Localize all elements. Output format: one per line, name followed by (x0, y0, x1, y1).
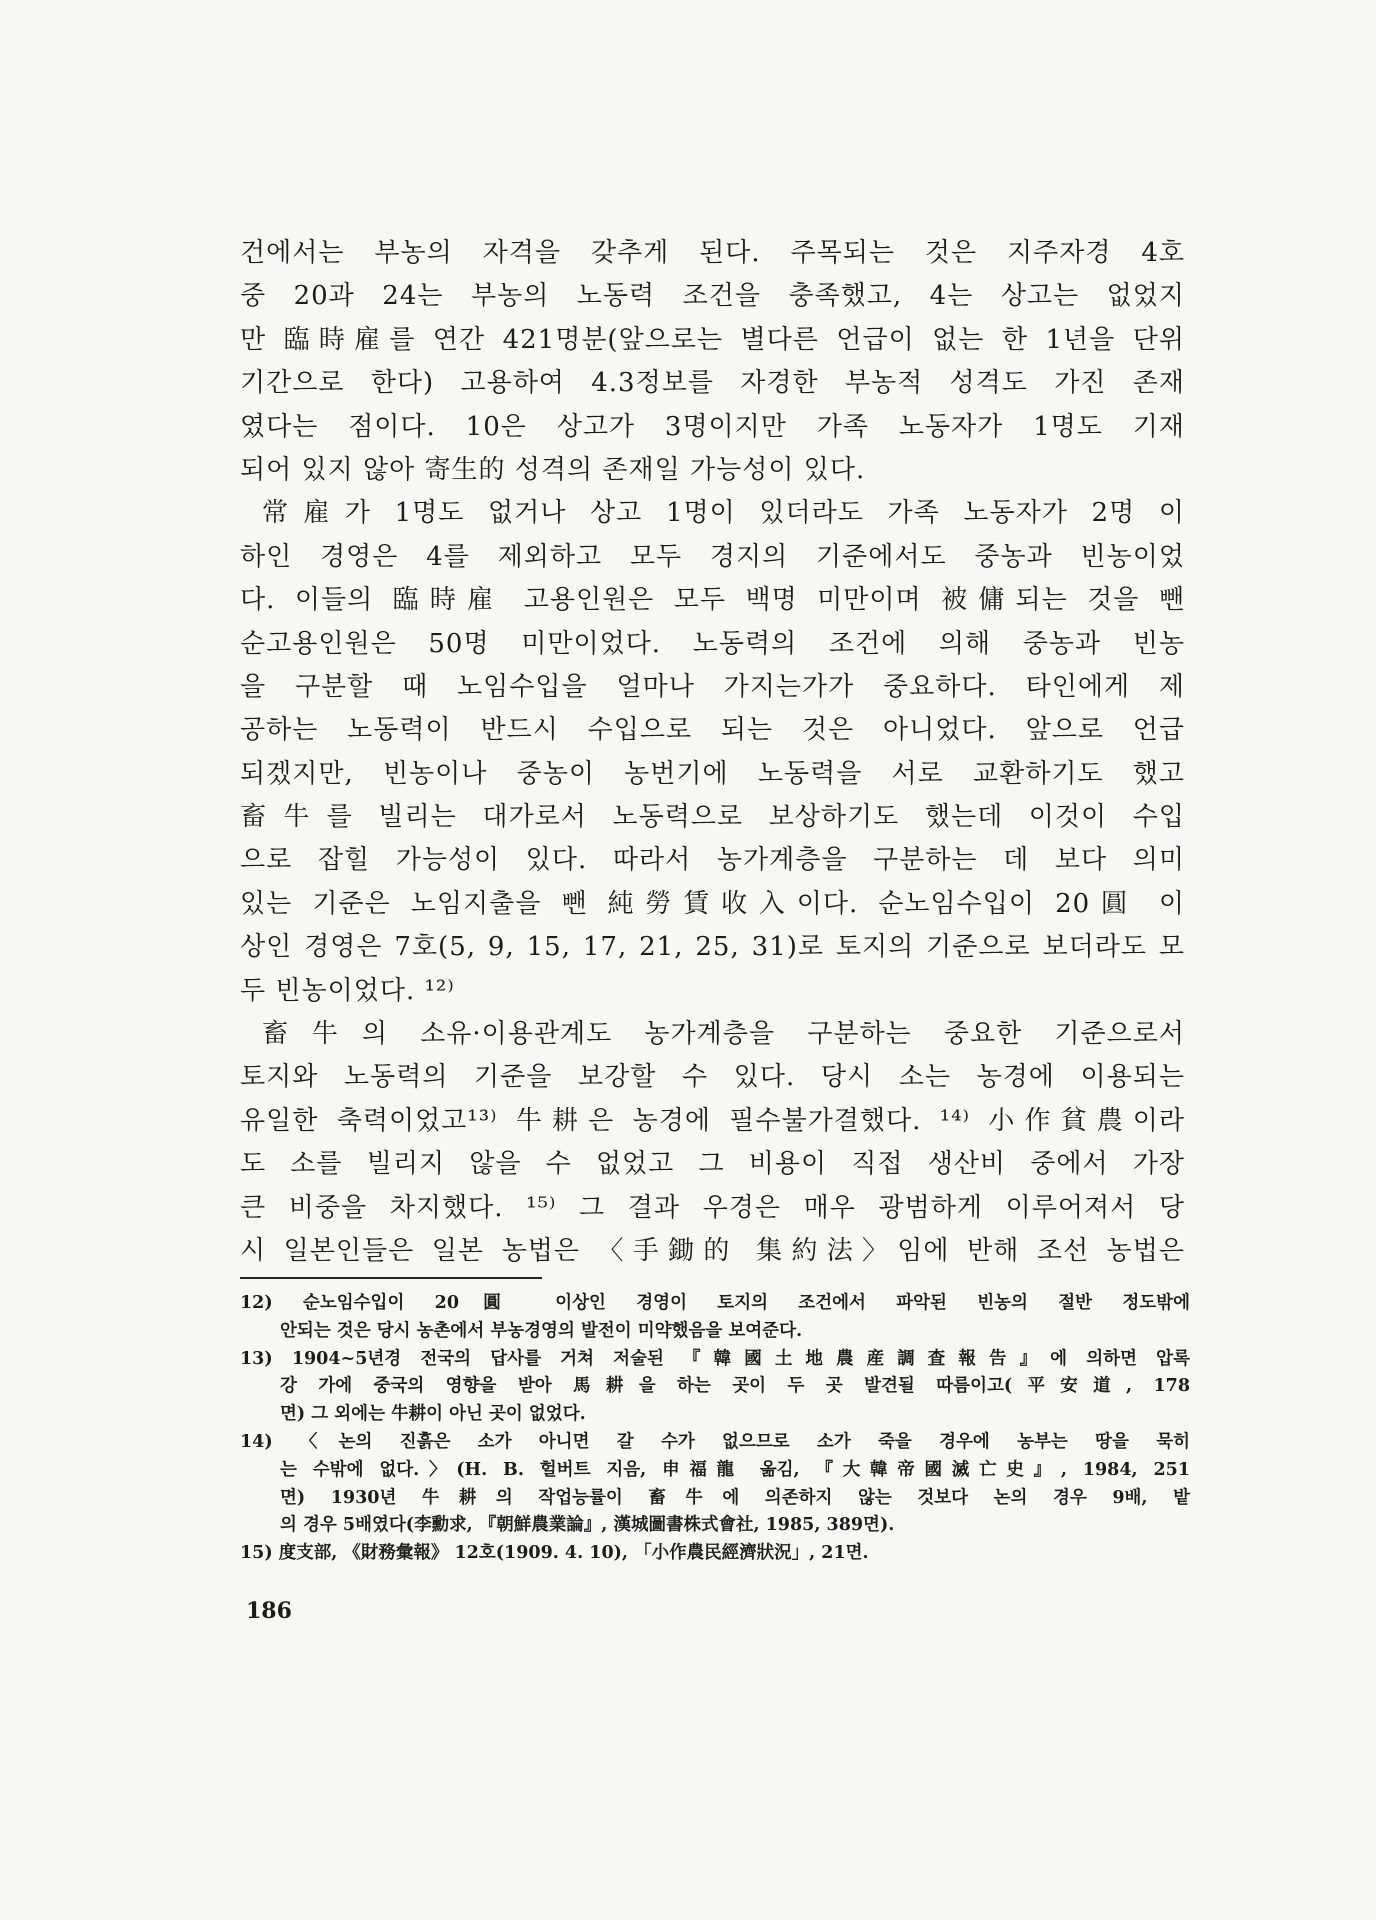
body-line: 기간으로 한다) 고용하여 4.3정보를 자경한 부농적 성격도 가진 존재 (240, 368, 1185, 399)
body-line: 큰 비중을 차지했다. ¹⁵⁾ 그 결과 우경은 매우 광범하게 이루어져서 당 (240, 1192, 1185, 1223)
footnote-divider (240, 1277, 542, 1279)
footnote-line: 12) 순노임수입이 20圓 이상인 경영이 토지의 조건에서 파악된 빈농의 절반 정도밖에 (240, 1293, 1190, 1313)
body-line: 시 일본인들은 일본 농법은 〈手鋤的 集約法〉임에 반해 조선 농법은 (240, 1235, 1185, 1266)
body-line: 도 소를 빌리지 않을 수 없었고 그 비용이 직접 생산비 중에서 가장 (240, 1149, 1185, 1180)
body-line: 유일한 축력이었고¹³⁾ 牛耕은 농경에 필수불가결했다. ¹⁴⁾ 小作貧農이라 (240, 1105, 1185, 1136)
body-line: 으로 잡힐 가능성이 있다. 따라서 농가계층을 구분하는 데 보다 의미 (240, 845, 1185, 876)
body-line: 두 빈농이었다. ¹²⁾ (240, 975, 455, 1006)
body-line: 만 臨時雇를 연간 421명분(앞으로는 별다른 언급이 없는 한 1년을 단위 (240, 324, 1185, 355)
footnote-line: 15) 度支部, 《財務彙報》 12호(1909. 4. 10), 「小作農民經濟狀況」, 21면. (240, 1543, 869, 1564)
body-line: 토지와 노동력의 기준을 보강할 수 있다. 당시 소는 농경에 이용되는 (240, 1062, 1185, 1093)
body-line: 되어 있지 않아 寄生的 성격의 존재일 가능성이 있다. (240, 454, 866, 485)
body-line: 畜牛를 빌리는 대가로서 노동력으로 보상하기도 했는데 이것이 수입 (240, 802, 1185, 833)
page-number: 186 (246, 1598, 292, 1624)
body-line: 공하는 노동력이 반드시 수입으로 되는 것은 아니었다. 앞으로 언급 (240, 715, 1185, 746)
footnote-line: 안되는 것은 당시 농촌에서 부농경영의 발전이 미약했음을 보여준다. (280, 1320, 803, 1341)
footnotes (240, 1290, 1190, 1568)
body-text (240, 232, 1185, 1273)
body-line: 되겠지만, 빈농이나 중농이 농번기에 노동력을 서로 교환하기도 했고 (240, 758, 1185, 789)
body-line: 순고용인원은 50명 미만이었다. 노동력의 조건에 의해 중농과 빈농 (240, 628, 1185, 659)
body-line: 있는 기준은 노임지출을 뺀 純勞賃收入이다. 순노임수입이 20圓 이 (240, 888, 1185, 919)
footnote-line: 강 가에 중국의 영향을 받아 馬耕을 하는 곳이 두 곳 발견될 따름이고(平安道, 178 (280, 1376, 1190, 1397)
body-line: 중 20과 24는 부농의 노동력 조건을 충족했고, 4는 상고는 없었지 (240, 281, 1185, 312)
body-line: 畜牛의 소유·이용관계도 농가계층을 구분하는 중요한 기준으로서 (262, 1019, 1185, 1050)
body-line: 상인 경영은 7호(5, 9, 15, 17, 21, 25, 31)로 토지의 기준으로 보더라도 모 (240, 932, 1185, 963)
footnote-line: 면) 1930년 牛耕의 작업능률이 畜牛에 의존하지 않는 것보다 논의 경우 9배, 밭 (280, 1487, 1190, 1508)
body-line: 건에서는 부농의 자격을 갖추게 된다. 주목되는 것은 지주자경 4호 (240, 238, 1185, 268)
footnote-line: 14) 〈논의 진흙은 소가 아니면 갈 수가 없으므로 소가 죽을 경우에 농부는 땅을 묵히 (240, 1431, 1190, 1452)
body-line: 였다는 점이다. 10은 상고가 3명이지만 가족 노동자가 1명도 기재 (240, 411, 1185, 442)
body-line: 다. 이들의 臨時雇 고용인원은 모두 백명 미만이며 被傭되는 것을 뺀 (240, 585, 1185, 616)
body-line: 常雇가 1명도 없거나 상고 1명이 있더라도 가족 노동자가 2명 이 (262, 498, 1185, 529)
footnote-line: 는 수밖에 없다.〉(H. B. 헐버트 지음, 申福龍 옮김, 『大韓帝國滅亡史』, 1984, 251 (280, 1459, 1190, 1480)
body-line: 하인 경영은 4를 제외하고 모두 경지의 기준에서도 중농과 빈농이었 (240, 541, 1185, 572)
footnote-line: 13) 1904~5년경 전국의 답사를 거쳐 저술된 『韓國土地農産調査報告』에 의하면 압록 (240, 1348, 1190, 1369)
footnote-line: 의 경우 5배였다(李勳求, 『朝鮮農業論』, 漢城圖書株式會社, 1985, 389면). (280, 1515, 895, 1536)
body-line: 을 구분할 때 노임수입을 얼마나 가지는가가 중요하다. 타인에게 제 (240, 671, 1185, 702)
footnote-line: 면) 그 외에는 牛耕이 아닌 곳이 없었다. (280, 1404, 586, 1425)
